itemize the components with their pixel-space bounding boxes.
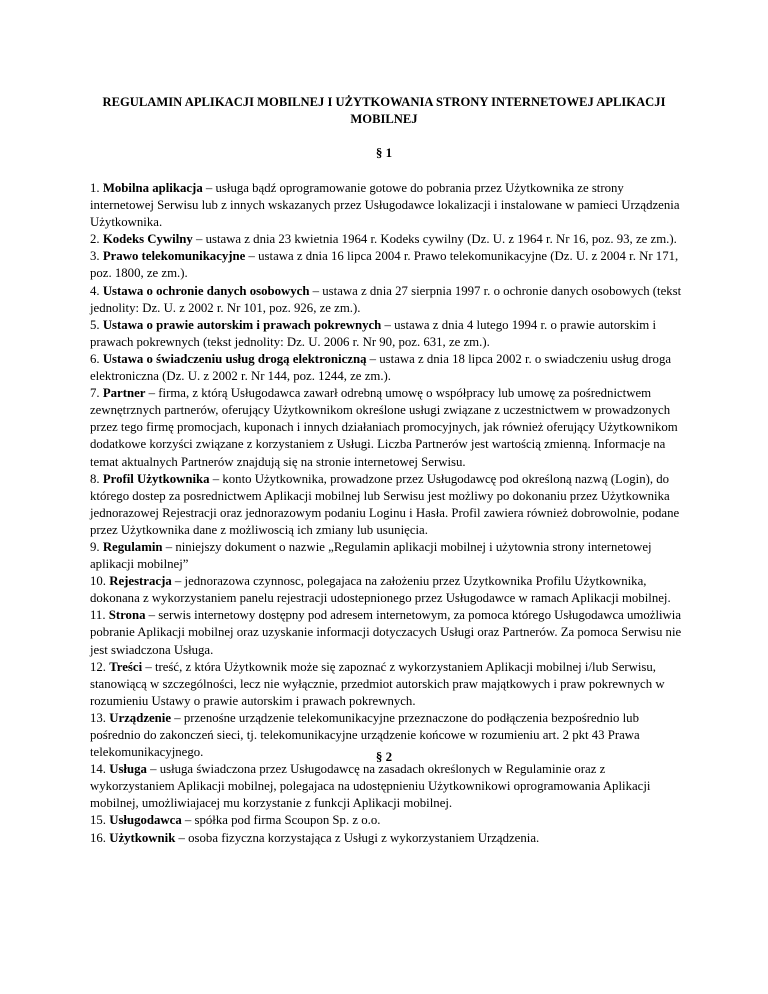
definition-text: – jednorazowa czynnosc, polegajaca na założeniu przez Uzytkownika Profilu Użytkownika, dokonana z wykorzystaniem panelu rejestracji udostepnionego przez Usługodawce w ramach Aplikacji mobilnej. — [90, 574, 671, 606]
definition-term: Ustawa o świadczeniu usług drogą elektroniczną — [102, 351, 367, 366]
definition-term: Urządzenie — [109, 710, 172, 725]
definition-number: 7. — [90, 386, 100, 401]
definition-item — [90, 180, 682, 231]
definition-text: – serwis internetowy dostępny pod adresem internetowym, za pomoca którego Usługodawca umożliwia pobranie Aplikacji mobilnej oraz uzyskanie informacji dotyczacych Usługi oraz Partnerów. Za pomoca Serwisu nie jest swiadczona Usługa. — [90, 608, 682, 657]
definition-item — [90, 283, 682, 317]
definition-text: – treść, z która Użytkownik może się zapoznać z wykorzystaniem Aplikacji mobilnej i/lub Serwisu, stanowiącą w szczególności, lecz nie wyłącznie, przedmiot autorskich praw majątkowych i praw pokrewnych w rozumieniu Ustawy o prawie autorskim i prawach pokrewnych. — [90, 659, 665, 708]
definition-number: 4. — [90, 283, 100, 298]
definition-number: 13. — [90, 710, 106, 725]
definition-number: 5. — [90, 317, 100, 332]
definition-text: – usługa bądź oprogramowanie gotowe do pobrania przez Użytkownika ze strony internetowej Serwisu lub z innych wskazanych przez Usługodawce lokalizacji i instalowane w pamieci Urządzenia Użytkownika. — [90, 181, 680, 230]
definition-item — [90, 659, 682, 710]
definition-item — [90, 231, 682, 248]
definition-text: – ustawa z dnia 27 sierpnia 1997 r. o ochronie danych osobowych (tekst jednolity: Dz. U. z 2002 r. Nr 101, poz. 926, ze zm.). — [90, 283, 682, 315]
definition-number: 14. — [90, 762, 106, 777]
definition-term: Prawo telekomunikacyjne — [102, 249, 246, 264]
definition-text: – ustawa z dnia 23 kwietnia 1964 r. Kodeks cywilny (Dz. U. z 1964 r. Nr 16, poz. 93, ze zm.). — [192, 232, 677, 247]
definition-item — [90, 830, 682, 847]
definition-item — [90, 385, 682, 470]
definition-item — [90, 539, 682, 573]
definition-number: 16. — [90, 830, 106, 845]
definition-term: Partner — [102, 386, 146, 401]
definition-item — [90, 761, 682, 812]
definition-number: 9. — [90, 539, 100, 554]
definition-item — [90, 248, 682, 282]
definition-term: Ustawa o prawie autorskim i prawach pokrewnych — [102, 317, 382, 332]
document-title: REGULAMIN APLIKACJI MOBILNEJ I UŻYTKOWANIA STRONY INTERNETOWEJ APLIKACJI MOBILNEJ — [102, 95, 666, 126]
definition-term: Usługodawca — [109, 813, 182, 828]
definition-text: – przenośne urządzenie telekomunikacyjne przeznaczone do podłączenia bezpośrednio lub pośrednio do zakonczeń sieci, tj. telekomunikacyjne urządzenie końcowe w rozumieniu art. 2 pkt 43 Prawa telekomunikacyjnego. — [90, 710, 640, 760]
definition-term: Strona — [108, 608, 146, 623]
definition-term: Profil Użytkownika — [102, 471, 210, 486]
definition-number: 2. — [90, 232, 100, 247]
section-1-heading: § 1 — [375, 145, 393, 160]
definition-term: Ustawa o ochronie danych osobowych — [102, 283, 310, 298]
definition-item — [90, 573, 682, 607]
definition-text: – spółka pod firma Scoupon Sp. z o.o. — [181, 813, 381, 828]
definition-term: Rejestracja — [109, 574, 172, 589]
definition-number: 8. — [90, 471, 100, 486]
definition-term: Użytkownik — [109, 830, 176, 845]
definition-term: Mobilna aplikacja — [102, 181, 203, 195]
definition-item — [90, 812, 682, 829]
definition-term: Treści — [109, 659, 143, 674]
definition-number: 10. — [90, 574, 106, 589]
definition-item — [90, 351, 682, 385]
definition-number: 11. — [90, 608, 106, 623]
definition-text: – ustawa z dnia 16 lipca 2004 r. Prawo telekomunikacyjne (Dz. U. z 2004 r. Nr 171, poz. 1800, ze zm.). — [90, 249, 679, 281]
definition-number: 3. — [90, 249, 100, 264]
definition-item — [90, 607, 682, 658]
definitions-list — [90, 180, 682, 847]
definition-term: Usługa — [109, 762, 147, 777]
definition-term: Regulamin — [102, 539, 163, 554]
definition-item — [90, 471, 682, 539]
definition-text: – ustawa z dnia 18 lipca 2002 r. o swiadczeniu usług droga elektroniczna (Dz. U. z 2002 r. Nr 144, poz. 1244, ze zm.). — [90, 351, 672, 384]
definition-item — [90, 317, 682, 351]
definition-text: – konto Użytkownika, prowadzone przez Usługodawcę pod określoną nazwą (Login), do którego dostep za posrednictwem Aplikacji mobilnej lub Serwisu jest możliwy po dokonaniu przez Użytkownika jednorazowej Rejestracji oraz jednorazowym podaniu Loginu i Hasła. Profil zawiera również dobrowolnie, podane przez Użytkownika dane z możliwoscią ich zmiany lub usunięcia. — [90, 471, 680, 537]
definition-number: 1. — [90, 181, 100, 195]
definition-text: – ustawa z dnia 4 lutego 1994 r. o prawie autorskim i prawach pokrewnych (tekst jednolity: Dz. U. 2006 r. Nr 90, poz. 631, ze zm.). — [90, 317, 657, 349]
definition-text: – osoba fizyczna korzystająca z Usługi z wykorzystaniem Urządzenia. — [175, 830, 540, 845]
definition-number: 12. — [90, 659, 106, 674]
definition-term: Kodeks Cywilny — [102, 232, 193, 247]
section-2-heading: § 2 — [375, 749, 393, 764]
definition-number: 6. — [90, 351, 100, 366]
definition-number: 15. — [90, 813, 106, 828]
definition-text: – niniejszy dokument o nazwie „Regulamin aplikacji mobilnej i użytownia strony internetowej aplikacji mobilnej” — [90, 539, 652, 572]
definition-text: – usługa świadczona przez Usługodawcę na zasadach określonych w Regulaminie oraz z wykorzystaniem Aplikacji mobilnej, polegajaca na udostępnieniu Użytkownikowi oprogramowania Aplikacji mobilnej, umożliwiajacej mu korzystanie z funkcji Aplikacji mobilnej. — [90, 762, 651, 811]
definition-text: – firma, z którą Usługodawca zawarł odrebną umowę o współpracy lub umowę za pośrednictwem zewnętrznych partnerów, oferujący Użytkownikom określone usługi związane z uczestnictwem w prowadzonych przez tego firmę promocjach, kuponach i innych działaniach promocyjnych, jak również oferujący Użytkownikom dodatkowe korzyści związane z korzystaniem z Usługi. Liczba Partnerów jest wartością zmienną. Informacje na temat aktualnych Partnerów znajdują się na stronie internetowej Serwisu. — [90, 386, 678, 469]
